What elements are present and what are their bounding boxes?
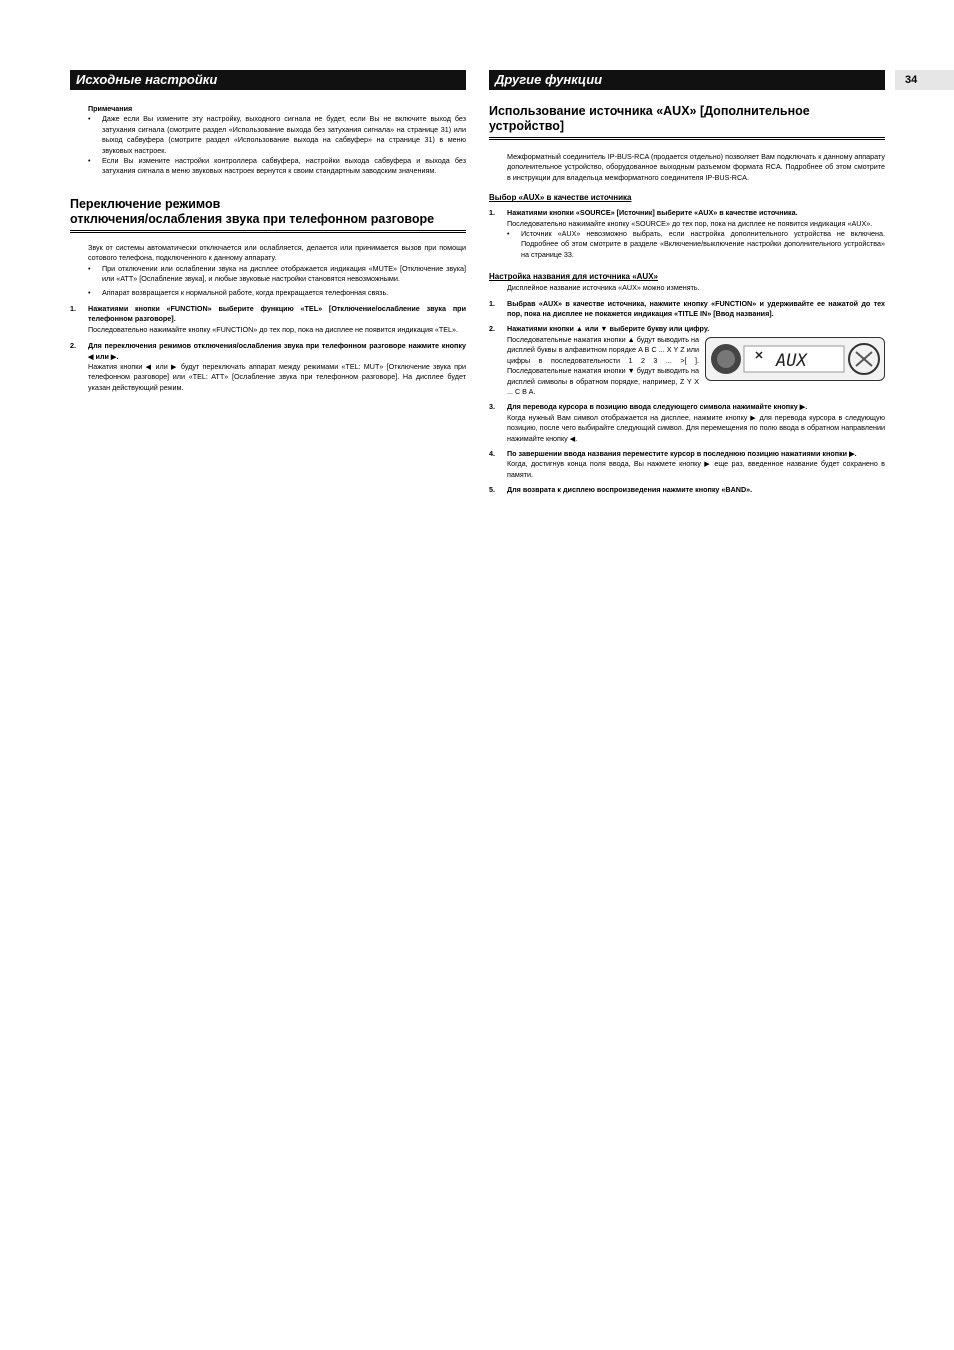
- subheading-aux-source: Выбор «AUX» в качестве источника: [489, 193, 632, 203]
- aux-title-step-4: [489, 449, 885, 480]
- note-item: • Даже если Вы измените эту настройку, выходного сигнала не будет, если Вы не включите выход без затухания сигнала (смотрите раздел «Использование выхода без затухания сигнала» на странице 31) или выход сабвуфера (смотрите раздел «Использование выхода на сабвуфер» на странице 31) в меню звуковых настроек.: [102, 114, 466, 156]
- step-body: Последовательно нажимайте кнопку «FUNCTION» до тех пор, пока на дисплее не появится индикация «TEL».: [88, 324, 459, 334]
- step-body: Когда нужный Вам символ отображается на дисплее, нажмите кнопку ▶ для перевода курсора в следующую позицию, после чего выбирайте следующий символ. Для перемещения по полю ввода в обратном направлении нажимайте кнопку ◀.: [507, 412, 885, 443]
- tel-intro: Звук от системы автоматически отключается или ослабляется, делается или принимается вызов при помощи сотового телефона, подключенного к данному аппарату.: [88, 242, 466, 263]
- step-head: Для переключения режимов отключения/ослабления звука при телефонном разговоре нажмите кнопку ◀ или ▶.: [88, 341, 466, 361]
- aux-source-bullets: [489, 229, 885, 260]
- step-head: Для перевода курсора в позицию ввода следующего символа нажимайте кнопку ▶.: [507, 402, 808, 412]
- step-number: 3.: [489, 402, 495, 412]
- notes-list: [88, 114, 466, 176]
- step-head: Нажатиями кнопки «FUNCTION» выберите функцию «TEL» [Отключение/ослабление звука при телефонном разговоре].: [88, 303, 466, 324]
- tel-step-2: [70, 341, 466, 393]
- tel-step-1: [70, 304, 466, 335]
- aux-title-step-2: [489, 324, 885, 397]
- step-head: Нажатиями кнопки ▲ или ▼ выберите букву или цифру.: [507, 324, 710, 334]
- step-head: Выбрав «AUX» в качестве источника, нажмите кнопку «FUNCTION» и удерживайте ее нажатой до тех пор, пока на дисплее не покажется индикация «TITLE IN» [Ввод названия].: [507, 298, 885, 319]
- step-head: Для возврата к дисплею воспроизведения нажмите кнопку «BAND».: [507, 485, 753, 495]
- tel-bullet: • При отключении или ослаблении звука на дисплее отображается индикация «MUTE» [Отключение звука] или «ATT» [Ослабление звука], и любые звуковые настройки становятся невозможными.: [102, 264, 466, 285]
- step-head: По завершении ввода названия переместите курсор в последнюю позицию нажатиями кнопки ▶.: [507, 448, 857, 458]
- right-column: [489, 70, 885, 496]
- aux-title-step-1: [489, 299, 885, 320]
- aux-intro: Межформатный соединитель IP-BUS-RCA (продается отдельно) позволяет Вам подключать к данному аппарату дополнительное устройство, оборудованное выходным разъемом формата RCA. Подробнее об этом смотрите в инструкции для владельца межформатного соединителя IP-BUS-RCA.: [507, 152, 885, 182]
- step-number: 1.: [489, 298, 495, 308]
- step-body: Нажатия кнопки ◀ или ▶ будут переключать аппарат между режимами «TEL: MUT» [Отключение звука при телефонном разговоре] или «TEL: ATT» [Ослабление звука при телефонном разговоре]. На дисплее будет указан действующий режим.: [88, 361, 466, 392]
- aux-source-bullet: • Источник «AUX» невозможно выбрать, если настройка дополнительного устройства не включена. Подробнее об этом смотрите в разделе «Включение/выключение настройки дополнительного устройства» на странице 33.: [521, 229, 885, 260]
- step-number: 4.: [489, 448, 495, 458]
- subheading-aux-title: Настройка названия для источника «AUX»: [489, 272, 658, 282]
- aux-title-steps: [489, 299, 885, 496]
- aux-source-step-1: [489, 208, 885, 229]
- right-knob-cross-icon: [856, 352, 872, 366]
- section-heading-tel: [70, 197, 466, 233]
- step-body: Последовательно нажимайте кнопку «SOURCE» до тех пор, пока на дисплее не появится индикация «AUX».: [507, 218, 873, 228]
- step-head: Нажатиями кнопки «SOURCE» [Источник] выберите «AUX» в качестве источника.: [507, 208, 798, 218]
- page-number: 34: [895, 70, 954, 90]
- aux-title-step-3: [489, 402, 885, 444]
- left-column: [70, 70, 466, 393]
- section-bar-left: Исходные настройки: [70, 70, 466, 90]
- notes-title: Примечания: [88, 104, 133, 113]
- left-knob-inner-icon: [717, 350, 735, 368]
- step-body: Когда, достигнув конца поля ввода, Вы нажмете кнопку ▶ еще раз, введенное название будет сохранено в памяти.: [507, 459, 885, 479]
- section-heading-aux: Использование источника «AUX» [Дополнительное устройство]: [489, 104, 885, 140]
- section-bar-right: Другие функции: [489, 70, 885, 90]
- step-number: 1.: [70, 303, 76, 313]
- tel-steps: [70, 304, 466, 393]
- tel-bullet: • Аппарат возвращается к нормальной работе, когда прекращается телефонная связь.: [102, 288, 466, 298]
- step-body: Последовательные нажатия кнопки ▲ будут выводить на дисплей буквы в алфавитном порядке A B C ... X Y Z или цифры в последовательности 1 2 3 ... >[ ]. Последовательные нажатия кнопки ▼ будут выводить на дисплей символы в обратном порядке, например, Z Y X ... C B A.: [507, 334, 699, 396]
- notes-block: [70, 90, 466, 177]
- head-unit-display-illustration: [705, 337, 885, 381]
- step-number: 5.: [489, 485, 495, 495]
- aux-title-intro: Дисплейное название источника «AUX» можно изменять.: [507, 283, 700, 293]
- aux-source-steps: [489, 208, 885, 229]
- step-number: 2.: [489, 324, 495, 334]
- step-number: 2.: [70, 341, 76, 351]
- tel-body: [70, 233, 466, 393]
- display-svg: [706, 338, 884, 380]
- section-heading-line-1: Переключение режимов: [70, 196, 221, 211]
- note-item: • Если Вы измените настройки контроллера сабвуфера, настройки выхода сабвуфера и выхода без затухания сигнала в меню звуковых настроек вернутся к своим стандартным заводским значениям.: [102, 156, 466, 177]
- tel-bullets: [70, 264, 466, 299]
- display-text: AUX: [776, 350, 807, 371]
- aux-title-step-5: [489, 485, 885, 495]
- step-number: 1.: [489, 208, 495, 218]
- section-heading-line-2: отключения/ослабления звука при телефонном разговоре: [70, 211, 435, 226]
